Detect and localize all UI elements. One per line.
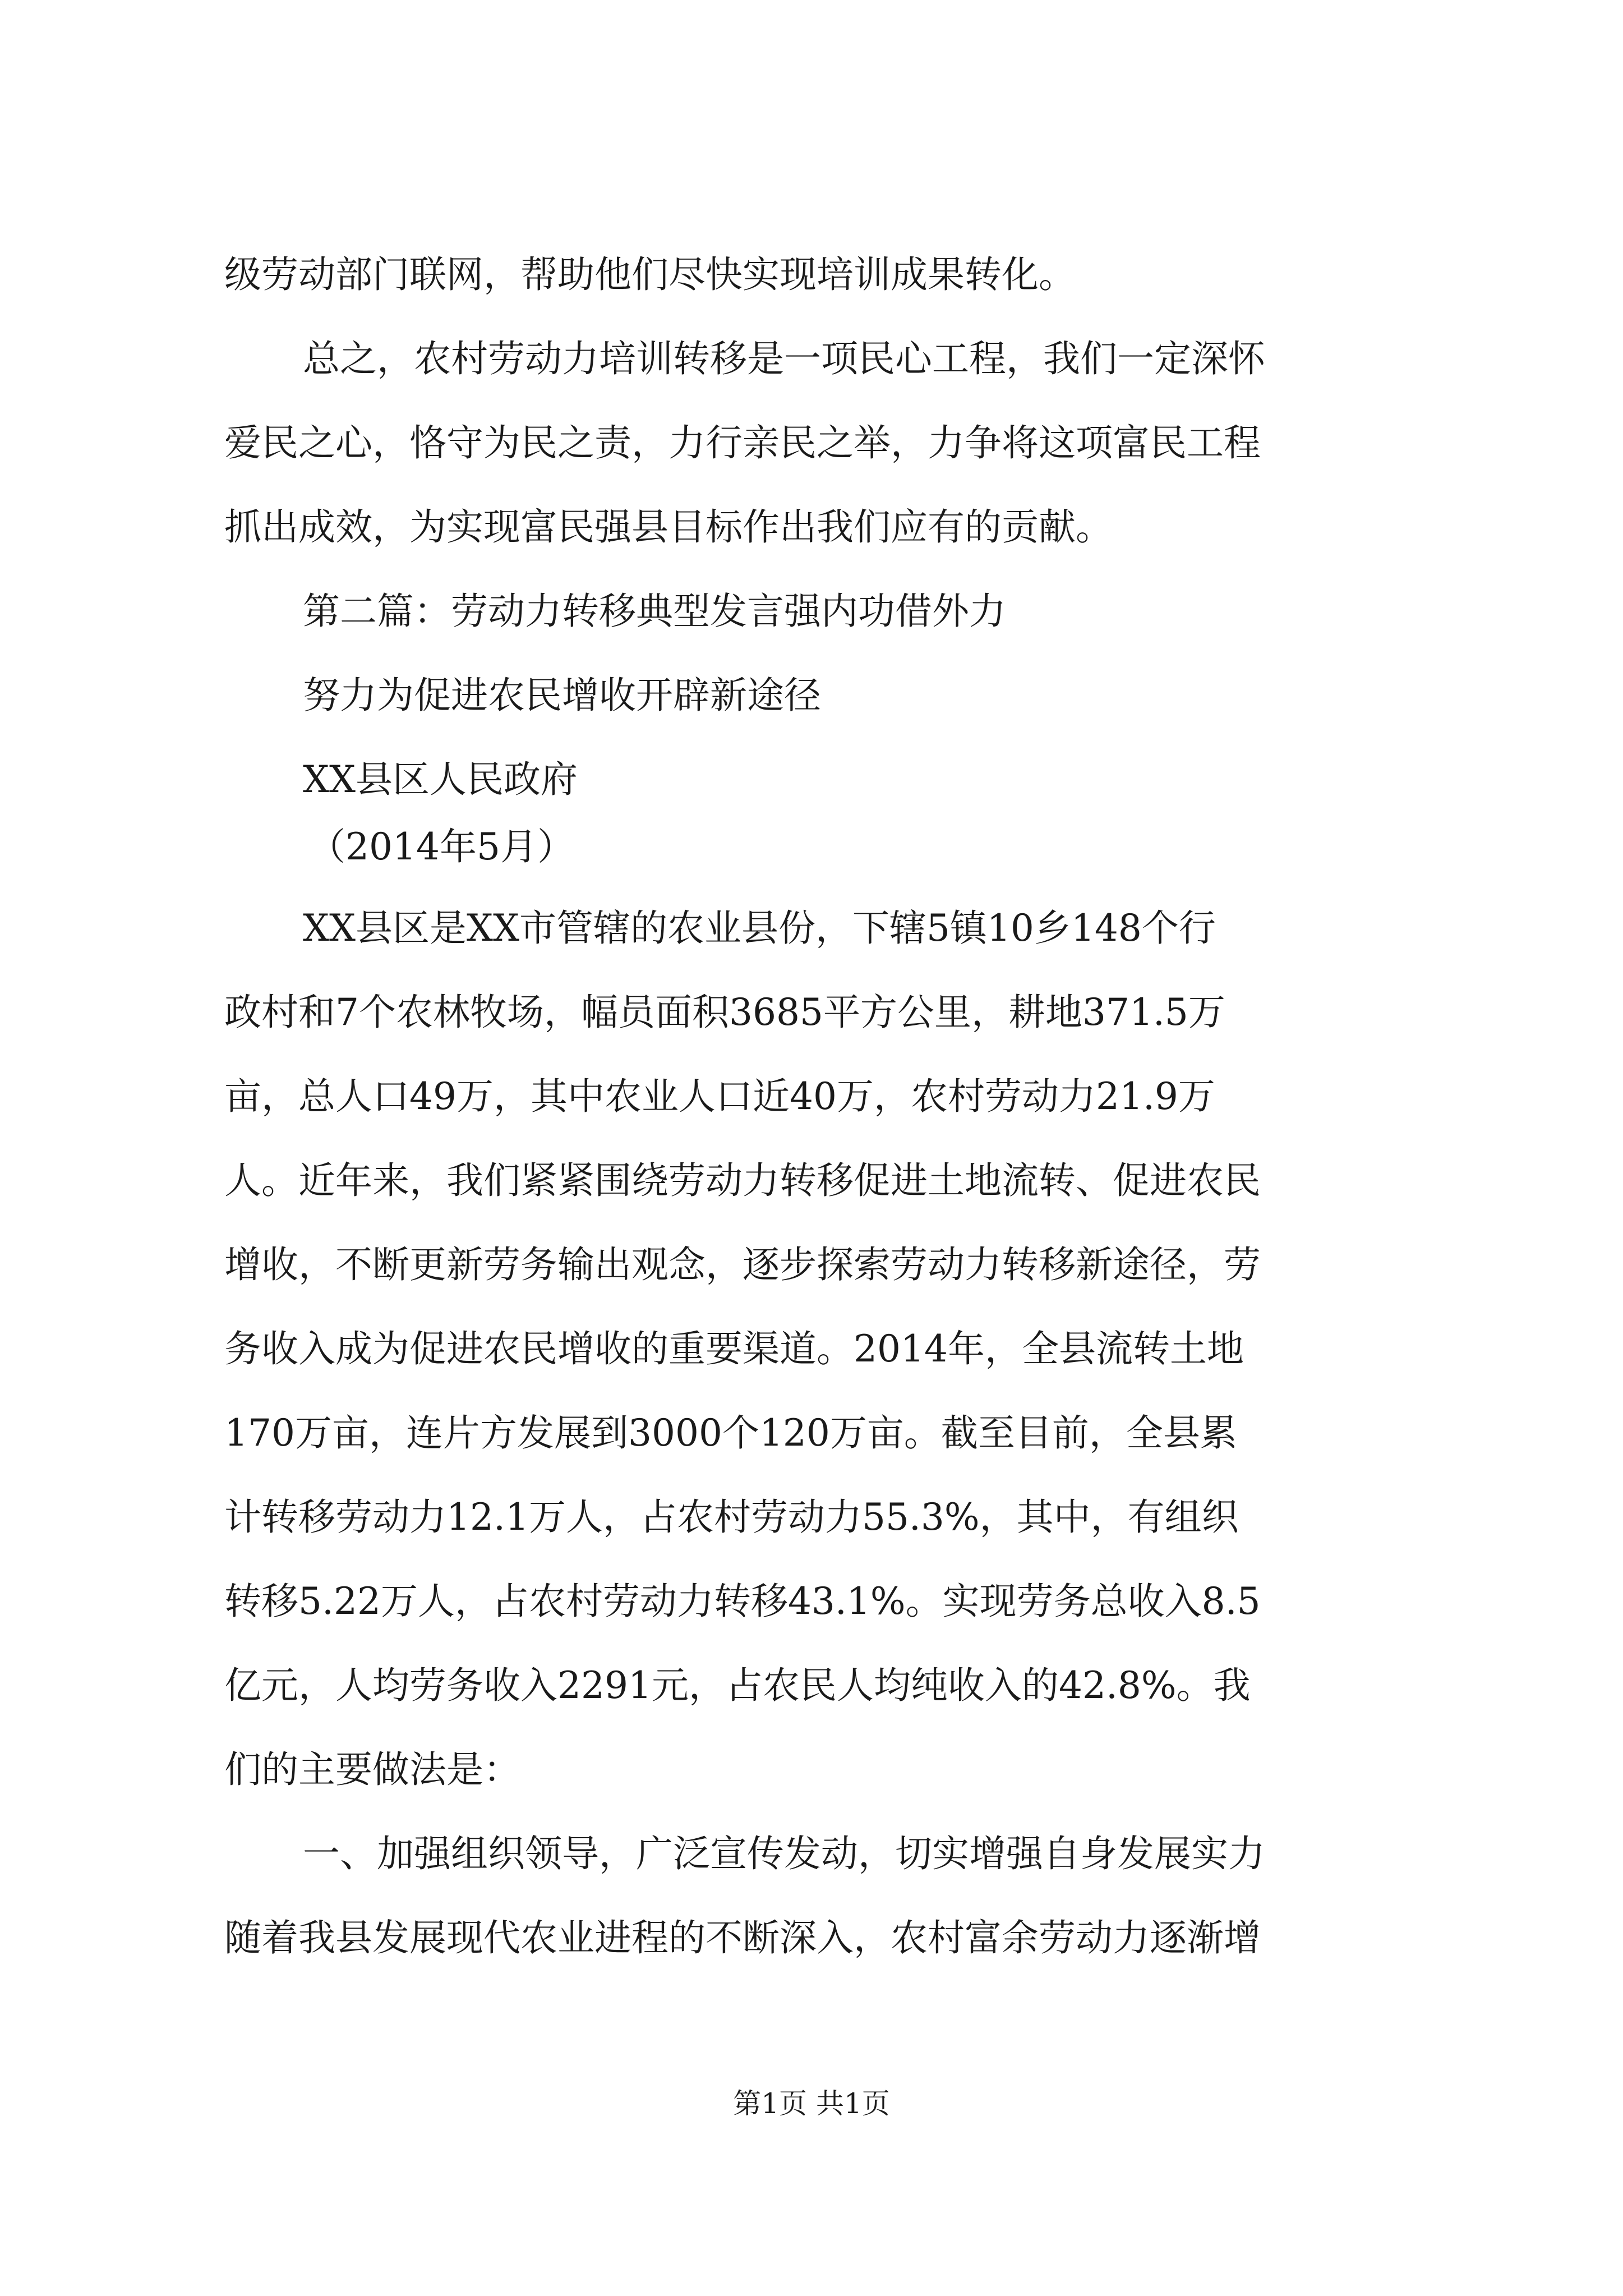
text-line: 随着我县发展现代农业进程的不断深入，农村富余劳动力逐渐增 bbox=[224, 1916, 1261, 1959]
text-line: 级劳动部门联网，帮助他们尽快实现培训成果转化。 bbox=[224, 253, 1076, 296]
text-line: 转移5.22万人，占农村劳动力转移43.1%。实现劳务总收入8.5 bbox=[224, 1580, 1261, 1623]
text-line: 爱民之心，恪守为民之责，力行亲民之举，力争将这项富民工程 bbox=[224, 421, 1261, 464]
page-footer: 第1页 共1页 bbox=[733, 2087, 890, 2120]
text-line: 抓出成效，为实现富民强县目标作出我们应有的贡献。 bbox=[224, 505, 1113, 549]
text-line: 们的主要做法是： bbox=[224, 1748, 520, 1791]
text-line: 亿元，人均劳务收入2291元，占农民人均纯收入的42.8%。我 bbox=[224, 1664, 1251, 1707]
section-subheading: 努力为促进农民增收开辟新途径 bbox=[303, 674, 821, 717]
text-line: 增收，不断更新劳务输出观念，逐步探索劳动力转移新途径，劳 bbox=[224, 1243, 1261, 1286]
text-line: 计转移劳动力12.1万人，占农村劳动力55.3%，其中，有组织 bbox=[224, 1496, 1239, 1539]
text-line: 政村和7个农林牧场，幅员面积3685平方公里，耕地371.5万 bbox=[224, 991, 1225, 1034]
text-line: XX县区是XX市管辖的农业县份，下辖5镇10乡148个行 bbox=[303, 907, 1216, 950]
text-line: 务收入成为促进农民增收的重要渠道。2014年，全县流转土地 bbox=[224, 1327, 1244, 1370]
text-line: 亩，总人口49万，其中农业人口近40万，农村劳动力21.9万 bbox=[224, 1075, 1215, 1118]
text-line: 一、加强组织领导，广泛宣传发动，切实增强自身发展实力 bbox=[303, 1832, 1265, 1875]
text-line: 总之，农村劳动力培训转移是一项民心工程，我们一定深怀 bbox=[303, 337, 1265, 380]
date-line: （2014年5月） bbox=[308, 825, 574, 868]
section-heading: 第二篇：劳动力转移典型发言强内功借外力 bbox=[303, 590, 1006, 633]
text-line: 170万亩，连片方发展到3000个120万亩。截至目前，全县累 bbox=[224, 1411, 1237, 1455]
issuer-line: XX县区人民政府 bbox=[303, 758, 578, 801]
text-line: 人。近年来，我们紧紧围绕劳动力转移促进土地流转、促进农民 bbox=[224, 1159, 1261, 1202]
